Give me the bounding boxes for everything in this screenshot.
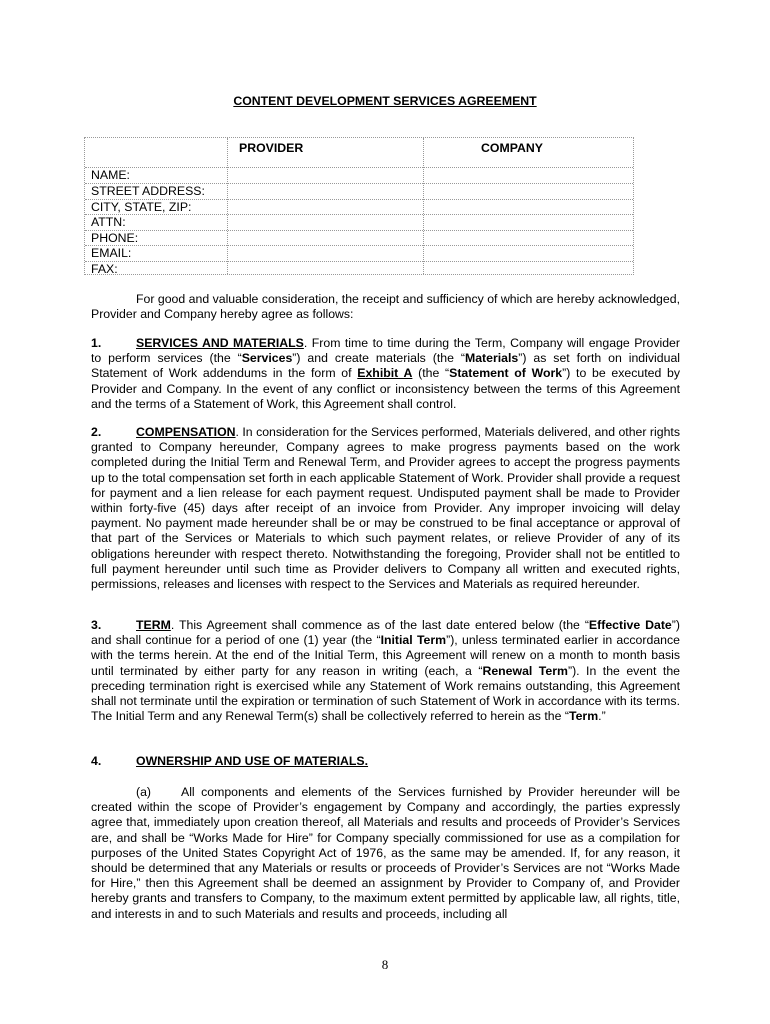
- section-number: 3.: [91, 618, 102, 632]
- provider-header: PROVIDER: [239, 141, 304, 155]
- table-divider: [85, 230, 633, 231]
- section-text: ”) as set forth on individual Statement of Work addendums in the form of: [91, 351, 681, 381]
- section-heading: OWNERSHIP AND USE OF MATERIALS.: [136, 754, 369, 768]
- defined-term: Materials: [464, 351, 519, 366]
- table-divider: [85, 245, 633, 246]
- agreement-title: CONTENT DEVELOPMENT SERVICES AGREEMENT: [233, 94, 537, 108]
- section-text: . From time to time during the Term, Company will engage Provider to perform services (the “: [91, 336, 680, 366]
- intro-paragraph: [91, 292, 680, 322]
- section-2-paragraph: [91, 425, 680, 592]
- row-label-street: STREET ADDRESS:: [91, 184, 205, 198]
- party-info-table: [84, 137, 634, 275]
- row-label-email: EMAIL:: [91, 246, 132, 260]
- section-number: 1.: [91, 336, 102, 350]
- exhibit-reference: Exhibit A: [357, 366, 413, 381]
- section-heading: TERM: [136, 618, 171, 632]
- section-text: . In consideration for the Services performed, Materials delivered, and other rights granted to Company hereunder, Company agrees to make progress payments based on the work completed during the Initial Term and Renewal Term, and Provider agrees to accept the progress payments up to the total compensation set forth in each applicable Statement of Work. Provider shall provide a request for payment and a lien release for each payment request. Undisputed payment shall be made to Provider within forty-five (45) days after receipt of an invoice from Provider. Any improper invoicing will delay payment. No payment made hereunder shall be or may be construed to be final acceptance or approval of that part of the Services or Materials to which such payment relates, or relieve Provider of any of its obligations hereunder with respect thereto. Notwithstanding the foregoing, Provider shall not be entitled to full payment hereunder until such time as Provider delivers to Company all written and executed rights, permissions, releases and licenses with respect to the Services and Materials as required hereunder.: [91, 425, 680, 592]
- section-text: ”), unless terminated earlier in accordance with the terms herein. At the end of the Initial Term, this Agreement will renew on a month to month basis until terminated by either party for any reason in writing (each, a “: [91, 633, 680, 678]
- row-label-city: CITY, STATE, ZIP:: [91, 200, 192, 214]
- row-label-fax: FAX:: [91, 262, 118, 276]
- section-4-heading-line: [91, 754, 680, 769]
- row-label-name: NAME:: [91, 168, 130, 182]
- intro-text: For good and valuable consideration, the receipt and sufficiency of which are hereby acknowledged, Provider and Company hereby agree as follows:: [91, 292, 680, 322]
- defined-term: Renewal Term: [482, 663, 568, 678]
- page-number: 8: [381, 957, 389, 972]
- section-text: ”) and shall continue for a period of one (1) year (the “: [91, 618, 680, 648]
- defined-term: Term: [568, 709, 599, 724]
- section-3-paragraph: [91, 618, 680, 724]
- company-header: COMPANY: [481, 141, 543, 155]
- section-text: .”: [598, 709, 606, 724]
- row-label-phone: PHONE:: [91, 231, 139, 245]
- row-label-attn: ATTN:: [91, 215, 126, 229]
- defined-term: Services: [241, 351, 293, 366]
- defined-term: Initial Term: [380, 633, 447, 648]
- section-1-paragraph: [91, 336, 680, 412]
- section-text: (the “: [412, 366, 450, 381]
- section-text: . This Agreement shall commence as of the last date entered below (the “: [170, 618, 589, 632]
- defined-term: Statement of Work: [449, 366, 563, 381]
- subsection-label: (a): [136, 785, 152, 799]
- section-heading: COMPENSATION: [136, 425, 236, 439]
- section-text: ”) to be executed by Provider and Company. In the event of any conflict or inconsistency between the terms of this Agreement and the terms of a Statement of Work, this Agreement shall control.: [91, 366, 681, 411]
- section-text: ”) and create materials (the “: [292, 351, 465, 366]
- table-divider: [423, 138, 424, 274]
- section-text: All components and elements of the Services furnished by Provider hereunder will be created within the scope of Provider’s engagement by Company and accordingly, the parties expressly agree that, immediately upon creation thereof, all Materials and results and proceeds of Provider’s Services are, and shall be “Works Made for Hire” for Company specially commissioned for use as a compilation for purposes of the United States Copyright Act of 1976, as the same may be amended. If, for any reason, it should be determined that any Materials or results or proceeds of Provider’s Services are not “Works Made for Hire,” then this Agreement shall be deemed an assignment by Provider to Company of, and Provider hereby grants and transfers to Company, to the maximum extent permitted by applicable law, all rights, title, and interests in and to such Materials and results and proceeds, including all: [91, 785, 680, 921]
- section-4a-paragraph: [91, 785, 680, 922]
- section-heading: SERVICES AND MATERIALS: [136, 336, 304, 350]
- section-number: 2.: [91, 425, 102, 439]
- table-divider: [85, 261, 633, 262]
- section-number: 4.: [91, 754, 102, 768]
- table-divider: [85, 167, 633, 168]
- defined-term: Effective Date: [588, 618, 672, 632]
- table-divider: [227, 138, 228, 274]
- section-text: ”). In the event the preceding termination right is exercised while any Statement of Work remains outstanding, this Agreement shall not terminate until the expiration or termination of such Statement of Work in accordance with its terms. The Initial Term and any Renewal Term(s) shall be collectively referred to herein as the “: [91, 663, 680, 724]
